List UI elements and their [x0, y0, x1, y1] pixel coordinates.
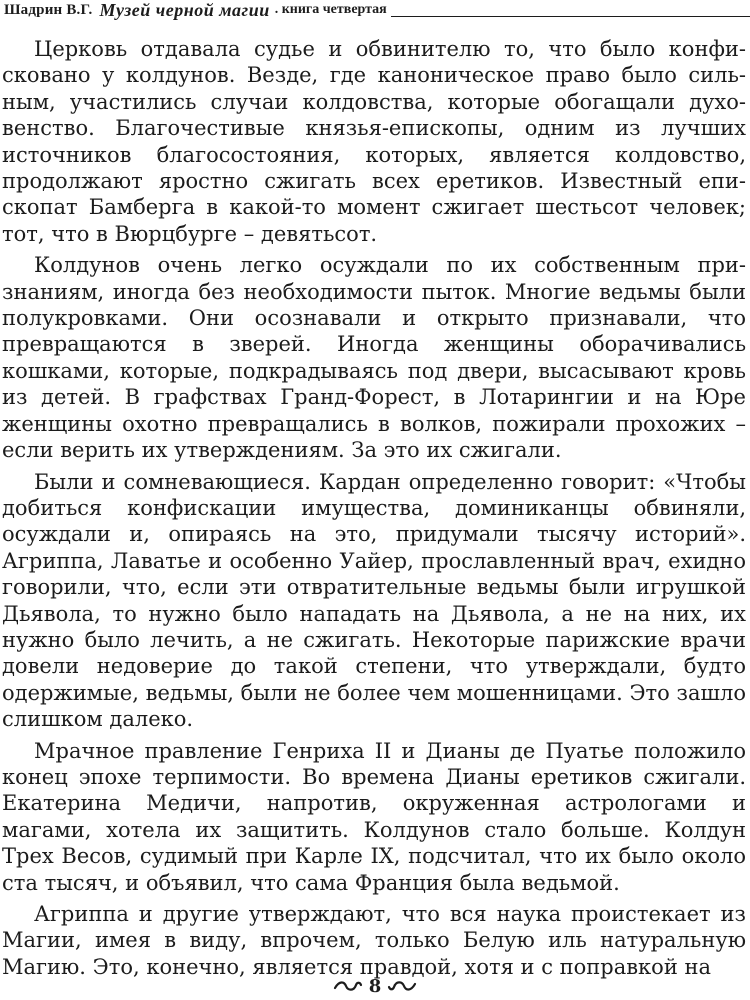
page-footer [0, 974, 750, 998]
paragraph: Мрачное правление Генриха II и Дианы де Пуатье положило конец эпохе терпимости. Во времена Дианы еретиков сжигали. Екатерина Медичи, напротив, окруженная астрологами и магами, хотела их защитить. Колдунов стало больше. Колдун Трех Весов, судимый при Карле IX, подсчитал, что их было около ста тысяч, и объявил, что сама Франция была ведьмой. [2, 738, 746, 895]
running-header [4, 0, 750, 20]
page-body [2, 36, 746, 985]
header-author: Шадрин В.Г. [4, 1, 93, 18]
swirl-ornament-icon [333, 979, 363, 993]
paragraph: Колдунов очень легко осуждали по их собственным признаниям, иногда без необходимости пыток. Многие ведьмы были полукровками. Они осознавали и открыто признавали, что превращаются в зверей. Иногда женщины оборачивались кошками, которые, подкрадываясь под двери, высасывают кровь из детей. В графствах Гранд-Форест, в Лотарингии и на Юре женщины охотно превращались в волков, пожирали прохожих – если верить их утверждениям. За это их сжигали. [2, 253, 746, 463]
page-number: 8 [368, 975, 382, 997]
paragraph: Агриппа и другие утверждают, что вся наука проистекает из Магии, имея в виду, впрочем, только Белую иль натуральную Магию. Это, конечно, является правдой, хотя и с поправкой на [2, 902, 746, 979]
header-rule [391, 16, 750, 17]
header-subtitle: . книга четвертая [274, 2, 387, 17]
paragraph: Церковь отдавала судье и обвинителю то, что было конфисковано у колдунов. Везде, где каноническое право было сильным, участились случаи колдовства, которые обогащали духовенство. Благочестивые князья-епископы, одним из лучших источников благосостояния, которых, является колдовство, продолжают яростно сжигать всех еретиков. Известный епископат Бамберга в какой-то момент сжигает шестьсот человек; тот, что в Вюрцбурге – девятьсот. [2, 37, 746, 246]
paragraph: Были и сомневающиеся. Кардан определенно говорит: «Чтобы добиться конфискации имущества, доминиканцы обвиняли, осуждали и, опираясь на это, придумали тысячу историй». Агриппа, Лаватье и особенно Уайер, прославленный врач, ехидно говорили, что, если эти отвратительные ведьмы были игрушкой Дьявола, то нужно было нападать на Дьявола, а не на них, их нужно было лечить, а не сжигать. Некоторые парижские врачи довели недоверие до такой степени, что утверждали, будто одержимые, ведьмы, были не более чем мошенницами. Это зашло слишком далеко. [2, 469, 746, 732]
header-book-title: Музей черной магии [99, 0, 270, 20]
swirl-ornament-icon [387, 979, 417, 993]
